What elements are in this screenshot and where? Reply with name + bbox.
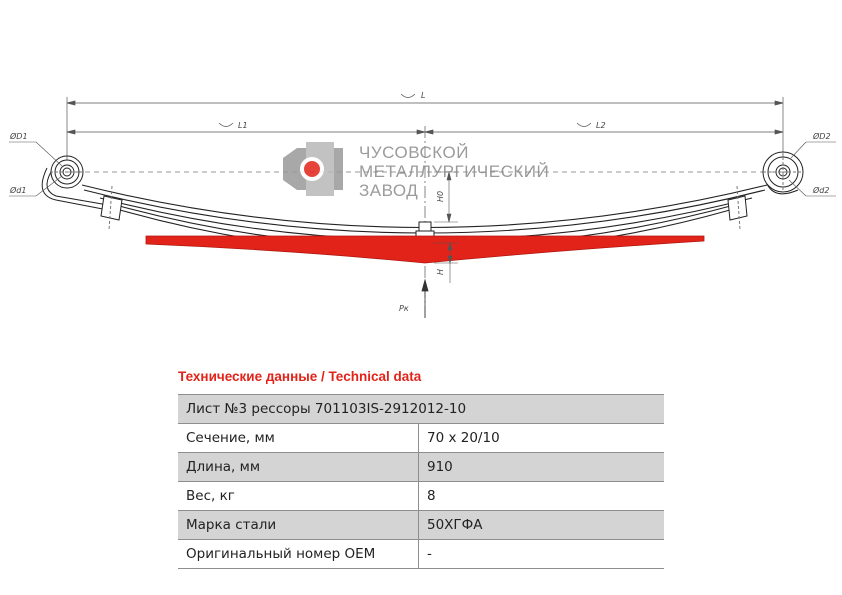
spec-table bbox=[178, 394, 664, 569]
spec-title: Технические данные / Technical data bbox=[178, 369, 422, 384]
dim-label-d2-inner: Ød2 bbox=[813, 186, 830, 195]
row-label: Марка стали bbox=[178, 511, 419, 540]
row-label: Сечение, мм bbox=[178, 424, 419, 453]
table-row bbox=[178, 540, 664, 569]
row-value: 8 bbox=[419, 482, 665, 511]
row-label: Вес, кг bbox=[178, 482, 419, 511]
dim-label-d2-outer: ØD2 bbox=[813, 132, 831, 141]
logo-line-1: ЧУСОВСКОЙ bbox=[359, 143, 469, 162]
left-clamp bbox=[101, 186, 122, 230]
dim-label-l2: L2 bbox=[596, 121, 606, 130]
logo-red-dot bbox=[304, 161, 320, 177]
table-row bbox=[178, 424, 664, 453]
row-label: Оригинальный номер OEM bbox=[178, 540, 419, 569]
company-logo bbox=[283, 142, 549, 200]
table-row bbox=[178, 482, 664, 511]
logo-line-2: МЕТАЛЛУРГИЧЕСКИЙ bbox=[359, 162, 550, 181]
dim-label-l1: L1 bbox=[238, 121, 248, 130]
right-clamp bbox=[728, 186, 747, 230]
table-header-row bbox=[178, 395, 664, 424]
row-value: 50ХГФА bbox=[419, 511, 665, 540]
dim-label-h0: H0 bbox=[436, 190, 445, 202]
load-arrow bbox=[422, 280, 428, 318]
dim-label-d1-inner: Ød1 bbox=[10, 186, 27, 195]
row-label: Длина, мм bbox=[178, 453, 419, 482]
highlighted-leaf bbox=[146, 236, 704, 263]
dim-label-h: H bbox=[436, 268, 445, 275]
dim-label-d1-outer: ØD1 bbox=[10, 132, 28, 141]
left-eye bbox=[42, 156, 108, 210]
table-row bbox=[178, 511, 664, 540]
dim-label-l: L bbox=[421, 91, 426, 100]
table-row bbox=[178, 453, 664, 482]
row-value: 910 bbox=[419, 453, 665, 482]
spec-header: Лист №3 рессоры 701103IS-2912012-10 bbox=[178, 395, 664, 424]
row-value: - bbox=[419, 540, 665, 569]
row-value: 70 x 20/10 bbox=[419, 424, 665, 453]
logo-line-3: ЗАВОД bbox=[359, 181, 419, 200]
dim-label-pk: Pк bbox=[399, 304, 409, 313]
